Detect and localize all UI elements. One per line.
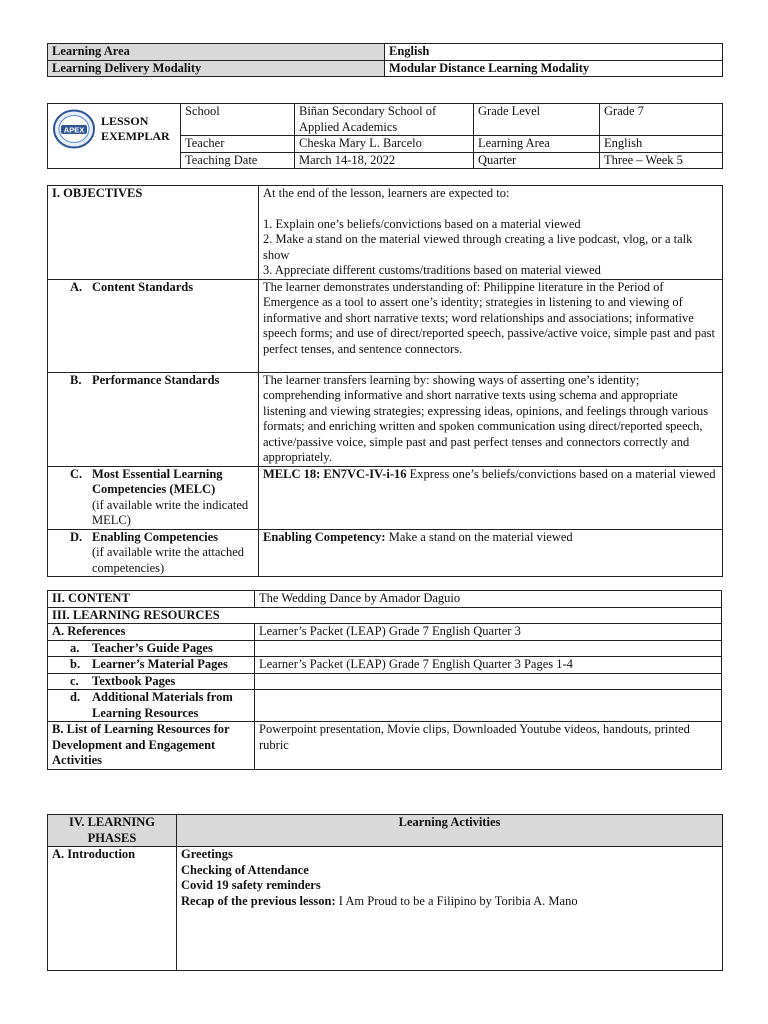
svg-text:APEX: APEX bbox=[63, 125, 85, 135]
melc-text: Express one’s beliefs/convictions based on a material viewed bbox=[406, 466, 716, 481]
letter-b: B. bbox=[70, 372, 82, 387]
letter-a: A. bbox=[70, 279, 83, 294]
lm-value: Learner’s Packet (LEAP) Grade 7 English Quarter 3 Pages 1-4 bbox=[255, 657, 722, 674]
teacher-value: Cheska Mary L. Barcelo bbox=[295, 136, 474, 153]
enabling-note: (if available write the attached competencies) bbox=[92, 545, 245, 575]
school-logo-icon bbox=[53, 109, 95, 149]
content-standards-label: Content Standards bbox=[92, 279, 194, 294]
recap-label: Recap of the previous lesson: bbox=[181, 893, 336, 908]
recap-text: I Am Proud to be a Filipino by Toribia A. Mano bbox=[335, 893, 578, 908]
tg-label-cell bbox=[48, 640, 255, 657]
tb-value bbox=[255, 673, 722, 690]
lm-label-cell bbox=[48, 657, 255, 674]
date-value: March 14-18, 2022 bbox=[295, 152, 474, 169]
enabling-cell bbox=[259, 529, 723, 577]
resources-label: III. LEARNING RESOURCES bbox=[48, 607, 722, 624]
activities-header: Learning Activities bbox=[177, 815, 723, 847]
letter-d: D. bbox=[70, 529, 83, 544]
objective-item: 1. Explain one’s beliefs/convictions based on a material viewed bbox=[263, 216, 581, 231]
school-label: School bbox=[181, 104, 295, 136]
date-label: Teaching Date bbox=[181, 152, 295, 169]
school-value: Biñan Secondary School of Applied Academics bbox=[295, 104, 474, 136]
letter-d: d. bbox=[70, 690, 81, 704]
melc-note: (if available write the indicated MELC) bbox=[92, 497, 249, 527]
performance-standards-label-cell bbox=[48, 372, 259, 466]
learning-area-value: English bbox=[385, 44, 723, 61]
add-label-cell bbox=[48, 690, 255, 722]
lm-label: Learner’s Material Pages bbox=[92, 657, 228, 671]
modality-label: Learning Delivery Modality bbox=[48, 60, 385, 77]
lesson-exemplar-title: LESSON EXEMPLAR bbox=[101, 114, 170, 143]
melc-cell bbox=[259, 466, 723, 529]
letter-a: a. bbox=[70, 640, 80, 655]
objectives-table bbox=[47, 185, 723, 577]
resources-table bbox=[47, 590, 722, 770]
list-label: B. List of Learning Resources for Development and Engagement Activities bbox=[48, 722, 255, 770]
objectives-label: I. OBJECTIVES bbox=[48, 186, 259, 280]
lesson-info-table bbox=[47, 103, 723, 169]
content-value: The Wedding Dance by Amador Daguio bbox=[255, 591, 722, 608]
enabling-label-cell bbox=[48, 529, 259, 577]
phases-header: IV. LEARNING PHASES bbox=[48, 815, 177, 847]
content-standards-label-cell bbox=[48, 279, 259, 372]
intro-activities bbox=[177, 847, 723, 971]
references-label: A. References bbox=[48, 624, 255, 641]
quarter-value: Three – Week 5 bbox=[600, 152, 723, 169]
teacher-label: Teacher bbox=[181, 136, 295, 153]
enabling-text: Make a stand on the material viewed bbox=[385, 529, 573, 544]
phases-table bbox=[47, 814, 723, 971]
objectives-intro: At the end of the lesson, learners are expected to: bbox=[263, 186, 510, 200]
enabling-title: Enabling Competency: bbox=[263, 529, 386, 544]
objectives-cell bbox=[259, 186, 723, 280]
area-value: English bbox=[600, 136, 723, 153]
performance-standards-label: Performance Standards bbox=[92, 372, 220, 387]
letter-c: C. bbox=[70, 466, 83, 481]
enabling-label: Enabling Competencies bbox=[92, 529, 219, 544]
objective-item: 3. Appreciate different customs/traditions based on material viewed bbox=[263, 263, 601, 277]
add-value bbox=[255, 690, 722, 722]
intro-label: A. Introduction bbox=[48, 847, 177, 971]
list-value: Powerpoint presentation, Movie clips, Downloaded Youtube videos, handouts, printed rubric bbox=[255, 722, 722, 770]
tg-value bbox=[255, 640, 722, 657]
melc-code: MELC 18: EN7VC-IV-i-16 bbox=[263, 466, 407, 481]
tg-label: Teacher’s Guide Pages bbox=[92, 640, 213, 655]
letter-c: c. bbox=[70, 673, 79, 688]
content-standards-text: The learner demonstrates understanding of: Philippine literature in the Period of Emergence as a tool to assert one’s identity; strategies in listening to and viewing of informative and short narrative texts; word relationships and associations; informative speech forms; and use of direct/reported speech, passive/active voice, simple past and past perfect tenses, and sentence connectors. bbox=[259, 279, 723, 372]
add-label: Additional Materials from Learning Resources bbox=[92, 690, 233, 720]
tb-label: Textbook Pages bbox=[92, 673, 176, 688]
melc-label-cell bbox=[48, 466, 259, 529]
quarter-label: Quarter bbox=[474, 152, 600, 169]
objective-item: 2. Make a stand on the material viewed through creating a live podcast, vlog, or a talk show bbox=[263, 232, 693, 262]
covid-reminders: Covid 19 safety reminders bbox=[181, 878, 321, 892]
content-label: II. CONTENT bbox=[48, 591, 255, 608]
references-value: Learner’s Packet (LEAP) Grade 7 English Quarter 3 bbox=[255, 624, 722, 641]
performance-standards-text: The learner transfers learning by: showing ways of asserting one’s identity; comprehending informative and short narrative texts using schema and appropriate listening and viewing strategies; expressing ideas, opinions, and feelings through various formats; and enriching written and spoken communication using direct/reported speech, active/passive voice, simple past and past perfect tenses and connectors correctly and appropriately. bbox=[259, 372, 723, 466]
learning-area-label: Learning Area bbox=[48, 44, 385, 61]
greetings: Greetings bbox=[181, 847, 233, 861]
recap bbox=[181, 894, 718, 910]
letter-b: b. bbox=[70, 657, 81, 671]
area-label: Learning Area bbox=[474, 136, 600, 153]
logo-cell bbox=[48, 104, 181, 169]
modality-value: Modular Distance Learning Modality bbox=[385, 60, 723, 77]
grade-label: Grade Level bbox=[474, 104, 600, 136]
header-table bbox=[47, 43, 723, 77]
attendance: Checking of Attendance bbox=[181, 862, 309, 877]
grade-value: Grade 7 bbox=[600, 104, 723, 136]
melc-label: Most Essential Learning Competencies (MELC) bbox=[92, 466, 223, 496]
tb-label-cell bbox=[48, 673, 255, 690]
